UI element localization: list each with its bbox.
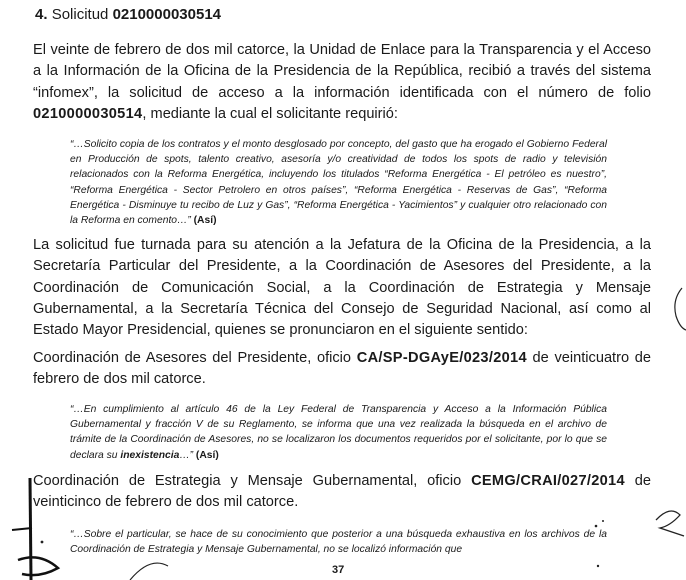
right-margin-arc: [675, 288, 686, 330]
margin-scribble: [18, 557, 58, 575]
section-folio: 0210000030514: [112, 6, 222, 23]
intro-folio: 0210000030514: [33, 105, 143, 122]
turnada-text: La solicitud fue turnada para su atención a la Jefatura de la Oficina de la Presidencia, a la Secretaría Particular del Presidente, a la Coordinación de Asesores del Presidente, a la Coordinación de Comunicación Social, a la Coordinación de Estrategia y Mensaje Gubernamental, a la Secretaría Técnica del Consejo de Seguridad Nacional, así como al Estado Mayor Presidencial, quienes se pronunciaron en el siguiente sentido:: [33, 237, 651, 339]
ink-dot: [602, 520, 604, 522]
intro-text: El veinte de febrero de dos mil catorce, la Unidad de Enlace para la Transparencia y el Acceso a la Información de la Oficina de la Presidencia de la República, recibió a través del sistema “infomex”, la solicitud de acceso a la información identificada con el número de folio: [33, 42, 651, 101]
page-number: 37: [332, 564, 345, 576]
asesores-quote-asi: (Así): [195, 449, 219, 461]
intro-paragraph: [33, 40, 651, 125]
ink-dot: [41, 541, 44, 544]
cemg-text: Coordinación de Estrategia y Mensaje Gubernamental, oficio: [33, 473, 472, 489]
margin-tick: [12, 528, 32, 530]
asesores-quote: [70, 402, 607, 463]
right-scribble: [656, 511, 684, 536]
turnada-paragraph: [33, 235, 651, 341]
asesores-paragraph: [33, 348, 651, 391]
asesores-quote-inexistencia: inexistencia: [120, 449, 180, 461]
request-quote-text: “…Solicito copia de los contratos y el monto desglosado por concepto, del gasto que ha erogado el Gobierno Federal en Producción de spots, talento creativo, asesoría y/o creatividad de todos los spots de radio y televisión relacionados con la Reforma Energética, incluyendo los titulados “Reforma Energética - El petróleo es nuestro”, “Reforma Energética - Sector Petrolero en otros países”, “Reforma Energética - Reservas de Gas”, “Reforma Energética - Disminuye tu recibo de Luz y Gas”, “Reforma Energética - Yacimientos” y cualquier otro relacionado con la Reforma en comento…”: [70, 139, 607, 227]
request-quote: [70, 137, 607, 228]
ink-dot: [597, 565, 599, 567]
asesores-quote-after: …”: [179, 449, 196, 461]
bottom-scribble: [130, 563, 168, 580]
asesores-tail: de veinticuatro de febrero de dos mil catorce.: [33, 350, 652, 388]
cemg-quote: [70, 527, 607, 557]
cemg-tail: de veinticinco de febrero de dos mil catorce.: [33, 473, 651, 511]
asesores-oficio: CA/SP-DGAyE/023/2014: [356, 350, 527, 366]
section-label: Solicitud: [51, 6, 109, 23]
cemg-oficio: CEMG/CRAI/027/2014: [471, 473, 625, 489]
request-quote-asi: (Así): [193, 215, 217, 227]
section-heading: [35, 6, 221, 23]
intro-tail: , mediante la cual el solicitante requirió:: [142, 105, 398, 122]
asesores-quote-text: “…En cumplimiento al artículo 46 de la Ley Federal de Transparencia y Acceso a la Información Pública Gubernamental y fracción V de su Reglamento, se informa que una vez realizada la búsqueda en el archivo de trámite de la Coordinación de Asesores, no se localizaron los documentos requeridos por el solicitante, por lo que se declara su: [70, 404, 607, 461]
left-margin-bar: [30, 478, 31, 580]
cemg-paragraph: [33, 471, 651, 514]
section-number: 4.: [35, 6, 48, 23]
cemg-quote-text: “…Sobre el particular, se hace de su conocimiento que posterior a una búsqueda exhaustiva en los archivos de la Coordinación de Estrategia y Mensaje Gubernamental, no se localizó información que: [70, 529, 607, 556]
asesores-text: Coordinación de Asesores del Presidente, oficio: [33, 350, 357, 366]
